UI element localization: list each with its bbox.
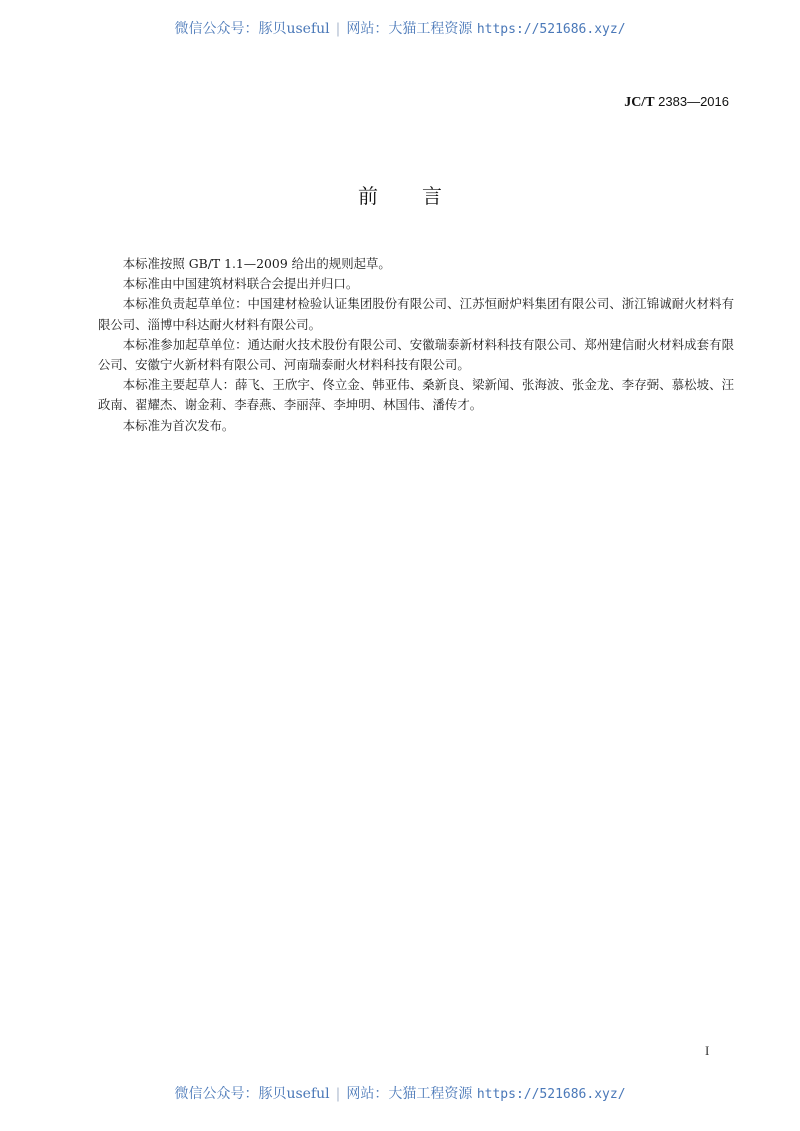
watermark-wechat: 微信公众号：豚贝useful <box>174 1086 330 1102</box>
paragraph-drafting-rules: 本标准按照 GB/T 1.1—2009 给出的规则起草。 <box>122 256 391 271</box>
paragraph-first-release: 本标准为首次发布。 <box>122 417 235 433</box>
paragraph-main-drafters: 本标准主要起草人：薛飞、王欣宇、佟立金、韩亚伟、桑新良、梁新闻、张海波、张金龙、李存弼、慕松坡、汪政南、翟耀杰、谢金莉、李春燕、李丽萍、李坤明、林国伟、潘传才。 <box>98 377 734 413</box>
document-body <box>98 254 734 436</box>
watermark-url[interactable]: https://521686.xyz/ <box>476 1087 626 1102</box>
paragraph-proposer: 本标准由中国建筑材料联合会提出并归口。 <box>122 276 359 292</box>
watermark-site: 网站：大猫工程资源 <box>346 21 473 37</box>
paragraph-participating-units: 本标准参加起草单位：通达耐火技术股份有限公司、安徽瑞泰新材料科技有限公司、郑州建信耐火材料成套有限公司、安徽宁火新材料有限公司、河南瑞泰耐火材料科技有限公司。 <box>98 336 734 373</box>
watermark-site: 网站：大猫工程资源 <box>346 1086 473 1102</box>
standard-code <box>624 94 729 111</box>
standard-code-number: 2383—2016 <box>658 94 729 109</box>
page-title: 前言 <box>358 184 486 208</box>
watermark-separator: | <box>335 1086 341 1102</box>
watermark-header <box>0 18 800 38</box>
standard-code-prefix: JC/T <box>624 95 655 110</box>
watermark-wechat: 微信公众号：豚贝useful <box>174 21 330 37</box>
watermark-url[interactable]: https://521686.xyz/ <box>476 22 626 37</box>
watermark-footer <box>0 1083 800 1103</box>
page-number: I <box>705 1043 710 1058</box>
paragraph-responsible-units: 本标准负责起草单位：中国建材检验认证集团股份有限公司、江苏恒耐炉料集团有限公司、浙江锦诚耐火材料有限公司、淄博中科达耐火材料有限公司。 <box>98 296 734 332</box>
watermark-separator: | <box>335 21 341 37</box>
